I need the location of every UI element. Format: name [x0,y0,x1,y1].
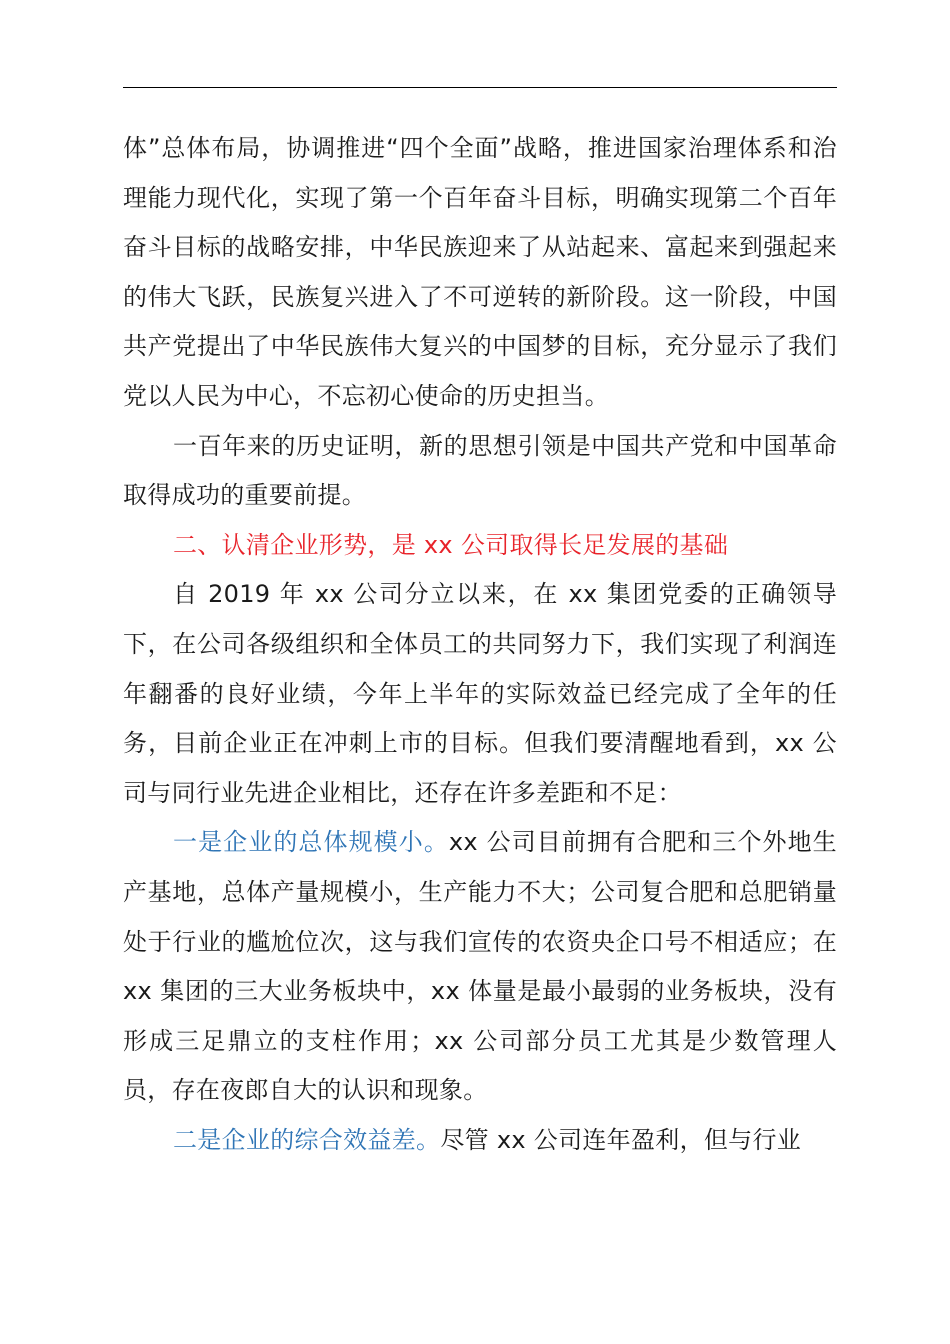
point-2-text: 尽管 xx 公司连年盈利，但与行业 [440,1125,802,1154]
paragraph-point-1 [123,818,837,1116]
paragraph-continuation: 体”总体布局，协调推进“四个全面”战略，推进国家治理体系和治理能力现代化，实现了第一个百年奋斗目标，明确实现第二个百年奋斗目标的战略安排，中华民族迎来了从站起来、富起来到强起来的伟大飞跃，民族复兴进入了不可逆转的新阶段。这一阶段，中国共产党提出了中华民族伟大复兴的中国梦的目标，充分显示了我们党以人民为中心，不忘初心使命的历史担当。 [123,134,837,410]
header-rule [123,87,837,88]
paragraph-company-situation: 自 2019 年 xx 公司分立以来，在 xx 集团党委的正确领导下，在公司各级组织和全体员工的共同努力下，我们实现了利润连年翻番的良好业绩，今年上半年的实际效益已经完成了全年的任务，目前企业正在冲刺上市的目标。但我们要清醒地看到，xx 公司与同行业先进企业相比，还存在许多差距和不足： [123,580,837,807]
point-2-lead: 二是企业的综合效益差。 [173,1125,441,1154]
document-body [123,124,837,1165]
paragraph-point-2 [123,1116,837,1166]
paragraph-history-proof: 一百年来的历史证明，新的思想引领是中国共产党和中国革命取得成功的重要前提。 [123,431,837,510]
point-1-lead: 一是企业的总体规模小。 [173,828,449,857]
point-1-text: xx 公司目前拥有合肥和三个外地生产基地，总体产量规模小，生产能力不大；公司复合肥和总肥销量处于行业的尴尬位次，这与我们宣传的农资央企口号不相适应；在 xx 集团的三大业务板块中，xx 体量是最小最弱的业务板块，没有形成三足鼎立的支柱作用；xx 公司部分员工尤其是少数管理人员，存在夜郎自大的认识和现象。 [123,828,837,1105]
section-heading-2: 二、认清企业形势，是 xx 公司取得长足发展的基础 [173,530,729,559]
